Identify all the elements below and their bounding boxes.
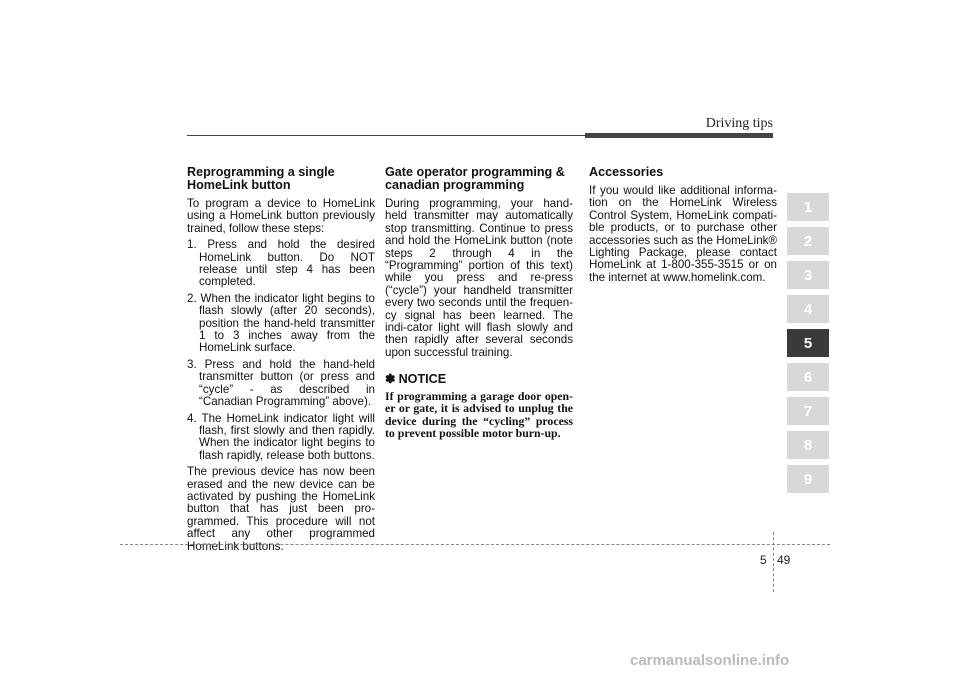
chapter-tab-9[interactable]: 9 (787, 465, 829, 493)
reprogramming-intro: To program a device to HomeLink using a HomeLink button previously trained, follow these steps: (187, 197, 375, 235)
step-item: 1. Press and hold the desired HomeLink button. Do NOT release until step 4 has been completed. (187, 238, 375, 289)
chapter-tab-6[interactable]: 6 (787, 363, 829, 391)
chapter-tab-2[interactable]: 2 (787, 227, 829, 255)
column-accessories (589, 166, 777, 288)
gate-operator-heading: Gate operator programming & canadian programming (385, 165, 565, 192)
chapter-tab-1[interactable]: 1 (787, 193, 829, 221)
step-item: 3. Press and hold the hand-held transmitter button (or press and “cycle” - as described in “Canadian Programming” above). (187, 357, 375, 409)
gate-operator-body: During programming, your hand-held transmitter may automatically stop transmitting. Continue to press and hold the HomeLink button (note steps 2 through 4 in the “Programming” portion of this text) while you press and re-press (“cycle”) your handheld transmitter every two seconds until the frequen-cy signal has been learned. The indi-cator light will flash slowly and then rapidly after several seconds upon successful training. (385, 197, 573, 359)
notice-label: NOTICE (398, 372, 447, 387)
column-gate-operator (385, 166, 573, 444)
chapter-tab-8[interactable]: 8 (787, 431, 829, 459)
header-accent-bar (585, 133, 773, 138)
notice-icon: ✽ (385, 372, 396, 387)
section-title: Driving tips (705, 116, 773, 131)
footer-divider (773, 532, 774, 592)
notice-body: If programming a garage door open-er or gate, it is advised to unplug the device during the “cycling” process to prevent possible motor burn-up. (385, 388, 573, 441)
watermark: carmanualsonline.info (630, 652, 790, 669)
accessories-heading: Accessories (589, 165, 664, 179)
chapter-tab-4[interactable]: 4 (787, 295, 829, 323)
chapter-tab-5[interactable]: 5 (787, 329, 829, 357)
chapter-tab-3[interactable]: 3 (787, 261, 829, 289)
accessories-body: If you would like additional informa-tion on the HomeLink Wireless Control System, HomeLink compati-ble products, or to purchase other accessories such as the HomeLink® Lighting Package, please contact HomeLink at 1-800-355-3515 or on the internet at www.homelink.com. (589, 184, 777, 284)
footer-rule (120, 544, 830, 545)
chapter-tab-7[interactable]: 7 (787, 397, 829, 425)
notice-title (385, 373, 573, 385)
reprogramming-steps (187, 239, 375, 462)
footer-page-number: 49 (777, 553, 791, 567)
reprogramming-outro: The previous device has now been erased and the new device can be activated by pushing the HomeLink button that has just been pro-grammed. This procedure will not affect any other programmed HomeLink buttons. (187, 465, 375, 553)
step-item: 2. When the indicator light begins to flash slowly (after 20 seconds), position the hand-held transmitter 1 to 3 inches away from the HomeLink surface. (187, 291, 375, 355)
reprogramming-heading: Reprogramming a single HomeLink button (187, 165, 335, 192)
chapter-tabs (787, 193, 829, 499)
footer-chapter-number: 5 (760, 553, 767, 567)
step-item: 4. The HomeLink indicator light will flash, first slowly and then rapidly. When the indicator light begins to flash rapidly, release both buttons. (187, 411, 375, 462)
column-reprogramming (187, 166, 375, 557)
